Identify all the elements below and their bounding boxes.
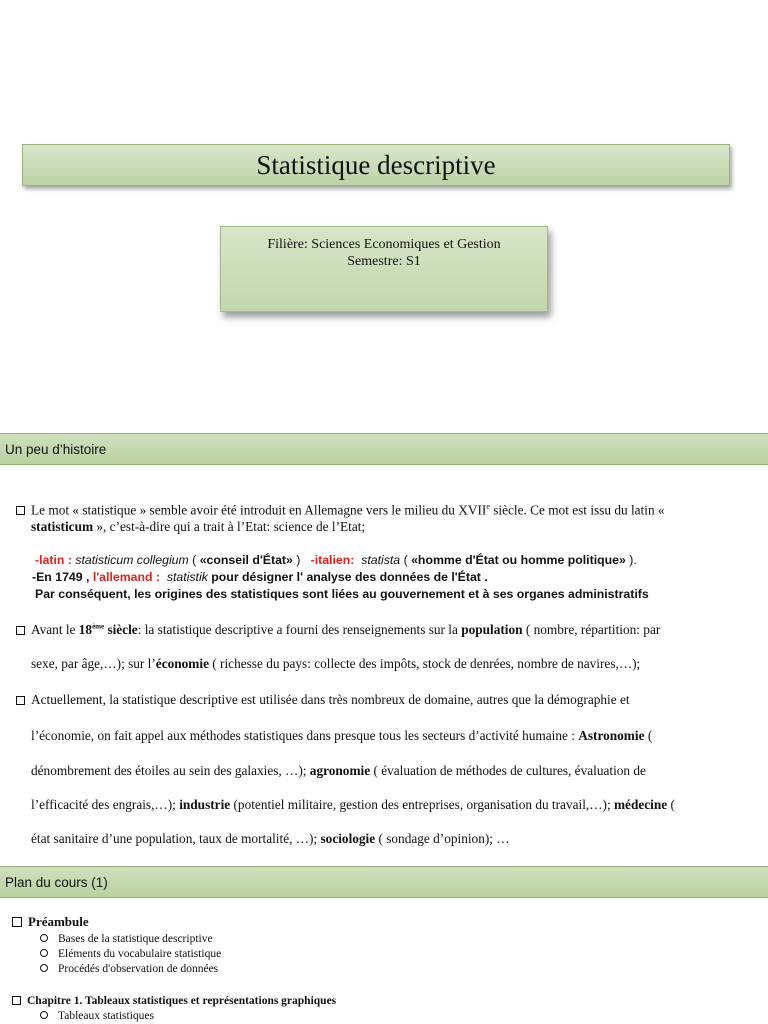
text: pour désigner l' analyse des données de l'État . (211, 570, 488, 584)
text: Eléments du vocabulaire statistique (58, 948, 222, 960)
text: Bases de la statistique descriptive (58, 933, 213, 945)
info-semestre: Semestre: S1 (347, 254, 421, 269)
history-paragraph-3-line-1 (16, 692, 754, 708)
text: ( nombre, répartition: par (525, 622, 661, 637)
info-filiere: Filière: Sciences Economiques et Gestion (267, 237, 501, 252)
history-paragraph-3-line-3 (31, 763, 768, 779)
etymology-line-2 (32, 570, 768, 584)
checkbox-bullet-icon (16, 626, 25, 635)
history-paragraph-1-line-2 (31, 519, 768, 535)
section-heading-label: Plan du cours (1) (5, 874, 108, 890)
history-paragraph-3-line-2 (31, 728, 768, 744)
text: Tableaux statistiques (58, 1010, 154, 1022)
history-paragraph-1-line-1 (16, 502, 754, 518)
section-heading-plan (0, 866, 768, 898)
term-population: population (461, 622, 523, 637)
plan-preambule-label: Préambule (28, 914, 89, 929)
section-heading-history (0, 433, 768, 465)
superscript: e (486, 502, 490, 511)
text: l’efficacité des engrais,…); (31, 797, 176, 812)
meaning-latin: «conseil d'État» (199, 553, 293, 567)
term-medecine: médecine (613, 797, 668, 812)
circle-bullet-icon (40, 964, 48, 972)
text: ( (647, 728, 653, 743)
text: ( richesse du pays: collecte des impôts, stock de denrées, nombre de navires,…); (212, 656, 641, 671)
page-title: Statistique descriptive (22, 144, 730, 186)
consequence-text: Par conséquent, les origines des statistiques sont liées au gouvernement et à ses organes administratifs (35, 587, 649, 601)
info-box (220, 226, 548, 312)
plan-chapitre-1-item (40, 1010, 154, 1022)
history-paragraph-3-line-4 (31, 797, 768, 813)
history-paragraph-2-line-2 (31, 656, 768, 672)
text: dénombrement des étoiles au sein des galaxies, …); (31, 763, 307, 778)
term-astronomie: Astronomie (578, 728, 645, 743)
plan-chapitre-1-label: Chapitre 1. Tableaux statistiques et représentations graphiques (27, 995, 337, 1007)
etymology-line-3 (35, 587, 768, 601)
circle-bullet-icon (40, 1011, 48, 1019)
term-italien: statista (361, 553, 401, 567)
text: ( sondage d’opinion); … (378, 831, 510, 846)
checkbox-bullet-icon (12, 917, 22, 927)
text: siècle (107, 622, 138, 637)
label-italien: -italien: (310, 553, 355, 567)
term-latin: statisticum collegium (75, 553, 189, 567)
term-industrie: industrie (179, 797, 231, 812)
text: ( évaluation de méthodes de cultures, évaluation de (373, 763, 646, 778)
meaning-italien: «homme d'État ou homme politique» (411, 553, 626, 567)
text: : la statistique descriptive a fourni des renseignements sur la (137, 622, 458, 637)
plan-preambule-item (40, 963, 218, 975)
text: l’économie, on fait appel aux méthodes statistiques dans presque tous les secteurs d’activité humaine : (31, 728, 575, 743)
term-agronomie: agronomie (309, 763, 371, 778)
plan-chapitre-1 (12, 995, 336, 1007)
text: (potentiel militaire, gestion des entreprises, organisation du travail,…); (233, 797, 611, 812)
plan-preambule (12, 914, 89, 930)
text: Avant le (31, 622, 76, 637)
term-statisticum: statisticum (31, 519, 94, 534)
circle-bullet-icon (40, 949, 48, 957)
text: sexe, par âge,…); sur l’ (31, 656, 156, 671)
text: -En 1749 , (32, 570, 90, 584)
text: siècle. Ce mot est issu du latin « (489, 502, 665, 518)
history-paragraph-2-line-1 (16, 622, 754, 638)
checkbox-bullet-icon (16, 506, 25, 515)
text: 18 (78, 622, 93, 637)
term-economie: économie (155, 656, 209, 671)
text: ( (670, 797, 675, 812)
text: Actuellement, la statistique descriptive est utilisée dans très nombreux de domaine, autres que la démographie et (31, 692, 630, 707)
label-latin: -latin : (35, 553, 72, 567)
superscript: ème (92, 622, 105, 631)
plan-preambule-item (40, 933, 213, 945)
etymology-line-1: -latin : statisticum collegium ( «conseil d'État» ) -italien: statista ( «homme d'État ou homme politique» ). (35, 553, 637, 567)
history-paragraph-3-line-5 (31, 831, 768, 847)
text: Le mot « statistique » semble avoir été introduit en Allemagne vers le milieu du XVII (31, 502, 487, 518)
term-sociologie: sociologie (320, 831, 376, 846)
plan-preambule-item (40, 948, 221, 960)
circle-bullet-icon (40, 934, 48, 942)
checkbox-bullet-icon (16, 696, 25, 705)
text: état sanitaire d’une population, taux de mortalité, …); (31, 831, 318, 846)
checkbox-bullet-icon (12, 996, 21, 1005)
text: », c’est-à-dire qui a trait à l’Etat: science de l’Etat; (93, 519, 366, 534)
text: Procédés d'observation de données (58, 963, 219, 975)
term-statistik: statistik (166, 570, 208, 584)
label-allemand: l'allemand : (92, 570, 161, 584)
section-heading-label: Un peu d’histoire (5, 441, 107, 457)
